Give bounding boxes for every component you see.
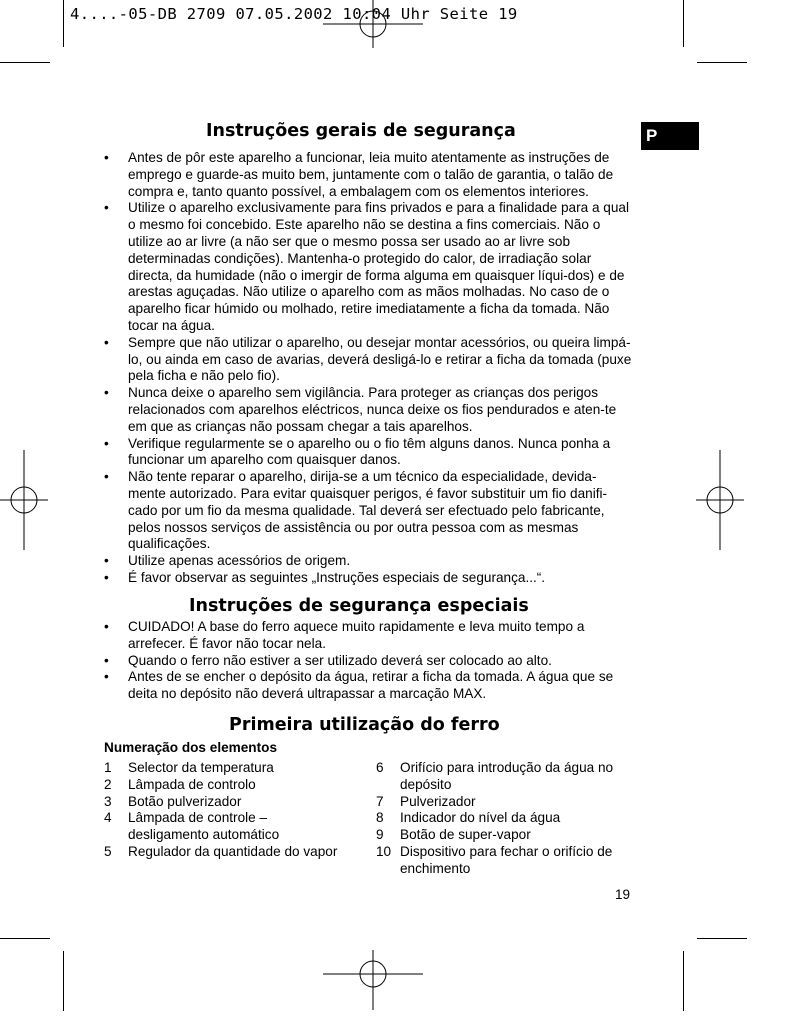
part-item: 6 Orifício para introdução da água no depósito	[376, 760, 614, 792]
crop-mark	[683, 951, 684, 1011]
general-safety-list	[104, 150, 634, 587]
list-item: • Utilize o aparelho exclusivamente para fins privados e para a finalidade para a qual o mesmo foi concebido. Este aparelho não se destina a fins comerciais. Não o utilize ao ar livre (a não ser que o mesmo possa ser usado ao ar livre sob determinadas condições). Mantenha-o protegido do calor, de irradiação solar directa, da humidade (não o imergir de forma alguma em quaisquer líqui-dos) e de arestas aguçadas. Não utilize o aparelho com as mãos molhadas. No caso de o aparelho ficar húmido ou molhado, retire imediatamente a ficha da tomada. Não tocar na água.	[104, 200, 630, 333]
part-item: 7 Pulverizador	[376, 793, 476, 809]
page-number: 19	[615, 887, 631, 902]
part-item: 5 Regulador da quantidade do vapor	[104, 843, 338, 859]
crop-mark	[0, 938, 50, 939]
part-item: 2 Lâmpada de controlo	[104, 776, 256, 792]
parts-subtitle: Numeração dos elementos	[104, 740, 278, 755]
crop-mark	[697, 62, 747, 63]
crop-mark	[63, 951, 64, 1011]
part-item: 1 Selector da temperatura	[104, 760, 274, 775]
list-item: • Utilize apenas acessórios de origem.	[104, 553, 351, 569]
part-item: 8 Indicador do nível da água	[376, 810, 561, 826]
registration-mark-bottom	[323, 950, 423, 1010]
section-title-special-safety: Instruções de segurança especiais	[189, 596, 529, 616]
part-item: 10 Dispositivo para fechar o orifício de enchimento	[376, 843, 613, 876]
registration-mark-right	[696, 450, 744, 550]
list-item: • É favor observar as seguintes „Instruções especiais de segurança...“.	[104, 569, 546, 585]
list-item: • Não tente reparar o aparelho, dirija-se a um técnico da especialidade, devida-mente autorizado. Para evitar quaisquer perigos, é favor substituir um fio danifi-cado por um fio da mesma qualidade. Tal deverá ser efectuado pelo fabricante, pelos nossos serviços de assistência ou por outra pessoa com as mesmas qualificações.	[104, 469, 608, 552]
language-tab: P	[641, 122, 699, 150]
part-item: 3 Botão pulverizador	[104, 793, 242, 809]
list-item: • Antes de pôr este aparelho a funcionar, leia muito atentamente as instruções de emprego e guarde-as muito bem, juntamente com o talão de garantia, o talão de compra e, tanto quanto possível, a embalagem com os elementos interiores.	[104, 150, 614, 199]
registration-mark-left	[0, 450, 48, 550]
part-item: 4 Lâmpada de controle – desligamento automático	[104, 810, 280, 843]
list-item: • Quando o ferro não estiver a ser utilizado deverá ser colocado ao alto.	[104, 652, 552, 668]
section-title-general-safety: Instruções gerais de segurança	[206, 121, 516, 141]
list-item: • Nunca deixe o aparelho sem vigilância. Para proteger as crianças dos perigos relacionados com aparelhos eléctricos, nunca deixe os fios pendurados e aten-te em que as crianças não possam chegar a tais aparelhos.	[104, 385, 617, 434]
list-item: • Sempre que não utilizar o aparelho, ou desejar montar acessórios, ou queira limpá-lo, ou ainda em caso de avarias, deverá desligá-lo e retirar a ficha da tomada (puxe pela ficha e não pelo fio).	[104, 334, 632, 384]
part-item: 9 Botão de super-vapor	[376, 827, 531, 843]
list-item: • Verifique regularmente se o aparelho ou o fio têm alguns danos. Nunca ponha a funcionar um aparelho com quaisquer danos.	[104, 435, 611, 468]
list-item: • Antes de se encher o depósito da água, retirar a ficha da tomada. A água que se deita no depósito não deverá ultrapassar a marcação MAX.	[104, 669, 614, 702]
parts-list-left	[104, 760, 364, 861]
parts-list-right	[376, 760, 638, 878]
section-title-first-use: Primeira utilização do ferro	[229, 715, 500, 735]
crop-mark	[697, 938, 747, 939]
print-header: 4....-05-DB 2709 07.05.2002 10:04 Uhr Seite 19	[70, 5, 518, 23]
crop-mark	[0, 62, 50, 63]
crop-mark	[63, 0, 64, 47]
crop-mark	[683, 0, 684, 47]
special-safety-list	[104, 619, 634, 703]
list-item: • CUIDADO! A base do ferro aquece muito rapidamente e leva muito tempo a arrefecer. É favor não tocar nela.	[104, 619, 585, 651]
